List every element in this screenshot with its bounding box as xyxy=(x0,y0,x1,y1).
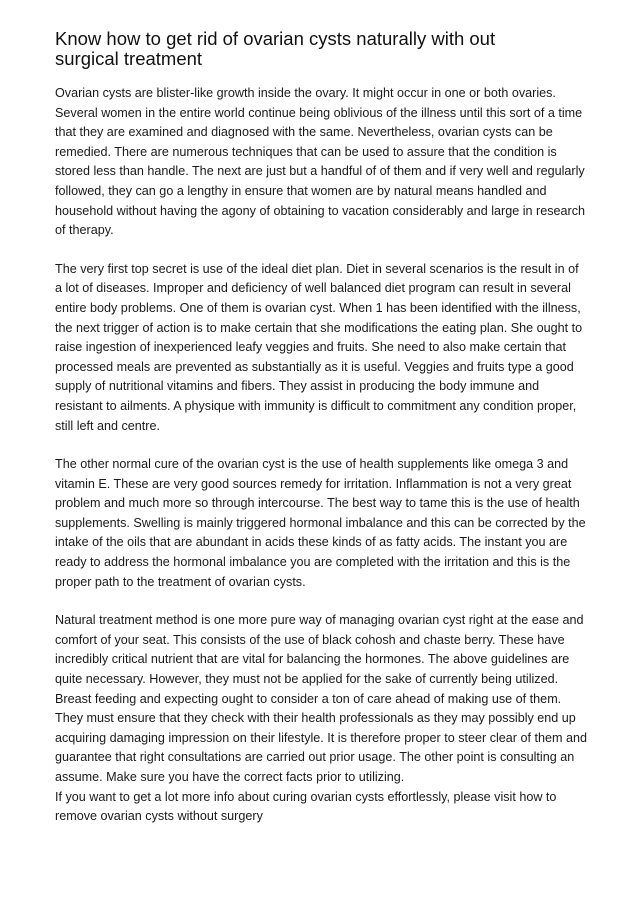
paragraph-diet: The very first top secret is use of the ideal diet plan. Diet in several scenarios is the result in of a lot of diseases. Improper and deficiency of well balanced diet program can result in several entire body problems. One of them is ovarian cyst. When 1 has been identified with the illness, the next trigger of action is to make certain that she modifications the eating plan. She ought to raise ingestion of inexperienced leafy veggies and fruits. She need to also make certain that processed meals are prevented as substantially as it is useful. Veggies and fruits type a good supply of nutritional vitamins and fibers. They assist in producing the body immune and resistant to ailments. A physique with immunity is difficult to commitment any condition proper, still left and centre. xyxy=(55,261,583,433)
paragraph-more-info: If you want to get a lot more info about curing ovarian cysts effortlessly, please visit how to remove ovarian cysts without surgery xyxy=(55,789,557,824)
paragraph-intro: Ovarian cysts are blister-like growth inside the ovary. It might occur in one or both ovaries. Several women in the entire world continue being oblivious of the illness until this sort of a time that they are examined and diagnosed with the same. Nevertheless, ovarian cysts can be remedied. There are numerous techniques that can be used to assure that the condition is stored less than handle. The next are just but a handful of of them and if very well and regularly followed, they can go a lengthy in ensure that women are by natural means handled and household without having the agony of obtaining to vacation considerably and large in research of therapy. xyxy=(55,86,585,238)
title-line-1: Know how to get rid of ovarian cysts naturally with out xyxy=(55,28,496,49)
paragraph-supplements: The other normal cure of the ovarian cyst is the use of health supplements like omega 3 and vitamin E. These are very good sources remedy for irritation. Inflammation is not a very great problem and much more so through intercourse. The best way to tame this is the use of health supplements. Swelling is mainly triggered hormonal imbalance and this can be corrected by the intake of the oils that are abundant in acids these kinds of as fatty acids. The instant you are ready to address the hormonal imbalance you are completed with the irritation and this is the proper path to the treatment of ovarian cysts. xyxy=(55,457,586,589)
document-title xyxy=(55,29,589,69)
paragraph-natural-treatment: Natural treatment method is one more pure way of managing ovarian cyst right at the ease and comfort of your seat. This consists of the use of black cohosh and chaste berry. These have incredibly critical nutrient that are vital for balancing the hormones. The above guidelines are quite necessary. However, they must not be applied for the sake of currently being utilized. Breast feeding and expecting ought to consider a ton of care ahead of making use of them. They must ensure that they check with their health professionals as they may possibly end up acquiring damaging impression on their lifestyle. It is therefore proper to steer clear of them and guarantee that right consultations are carried out prior usage. The other point is consulting an assume. Make sure you have the correct facts prior to utilizing. xyxy=(55,613,588,784)
document-page xyxy=(55,29,589,827)
title-line-2: surgical treatment xyxy=(55,48,203,69)
